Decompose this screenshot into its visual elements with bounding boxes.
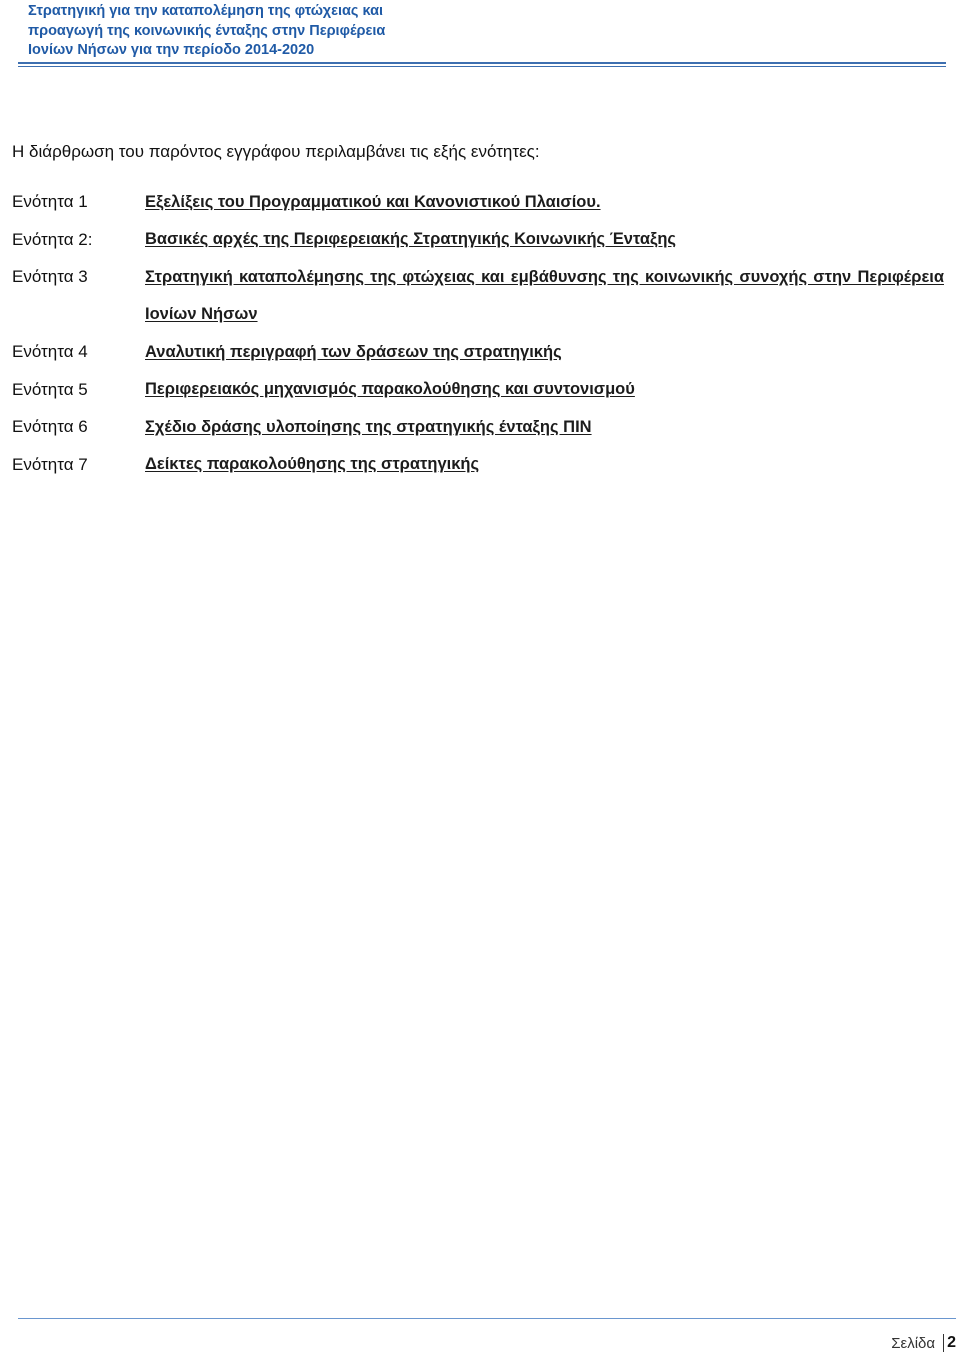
toc-link-section-6[interactable]: Σχέδιο δράσης υλοποίησης της στρατηγικής ένταξης ΠΙΝ: [145, 417, 592, 436]
toc-link-section-3[interactable]: Στρατηγική καταπολέμησης της φτώχειας και εμβάθυνσης της κοινωνικής συνοχής στην Περιφέρεια Ιονίων Νήσων: [145, 267, 944, 323]
page-number: 2: [947, 1334, 956, 1351]
toc-section-number: Ενότητα 1: [12, 192, 88, 211]
toc-section-number: Ενότητα 2:: [12, 229, 93, 249]
toc-link-section-4[interactable]: Αναλυτική περιγραφή των δράσεων της στρατηγικής: [145, 342, 562, 361]
header-divider-thin: [18, 66, 946, 67]
toc-link-section-5[interactable]: Περιφερειακός μηχανισμός παρακολούθησης και συντονισμού: [145, 380, 635, 398]
document-header: [28, 2, 468, 61]
header-divider-thick: [18, 62, 946, 64]
footer-separator: [943, 1334, 944, 1352]
header-title-line-3: Ιονίων Νήσων για την περίοδο 2014-2020: [28, 42, 315, 58]
page-footer: [891, 1334, 956, 1352]
toc-row-7: [12, 453, 944, 491]
toc-section-number: Ενότητα 6: [12, 417, 88, 436]
toc-link-section-2[interactable]: Βασικές αρχές της Περιφερειακής Στρατηγικής Κοινωνικής Ένταξης: [145, 230, 676, 248]
toc-section-number: Ενότητα 3: [12, 267, 88, 286]
header-title-line-2: προαγωγή της κοινωνικής ένταξης στην Περιφέρεια: [28, 22, 386, 39]
toc-link-section-1[interactable]: Εξελίξεις του Προγραμματικού και Κανονιστικού Πλαισίου.: [145, 192, 601, 211]
toc-section-number: Ενότητα 5: [12, 379, 88, 399]
footer-divider: [18, 1318, 956, 1319]
toc-link-section-7[interactable]: Δείκτες παρακολούθησης της στρατηγικής: [145, 455, 480, 473]
header-title-line-1: Στρατηγική για την καταπολέμηση της φτώχειας και: [28, 3, 384, 19]
toc-section-number: Ενότητα 4: [12, 342, 88, 361]
toc-row-3: [12, 265, 944, 340]
toc-section-number: Ενότητα 7: [12, 454, 88, 474]
intro-paragraph: Η διάρθρωση του παρόντος εγγράφου περιλαμβάνει τις εξής ενότητες:: [12, 142, 540, 161]
table-of-contents: [12, 190, 944, 490]
page-label: Σελίδα: [891, 1334, 936, 1352]
